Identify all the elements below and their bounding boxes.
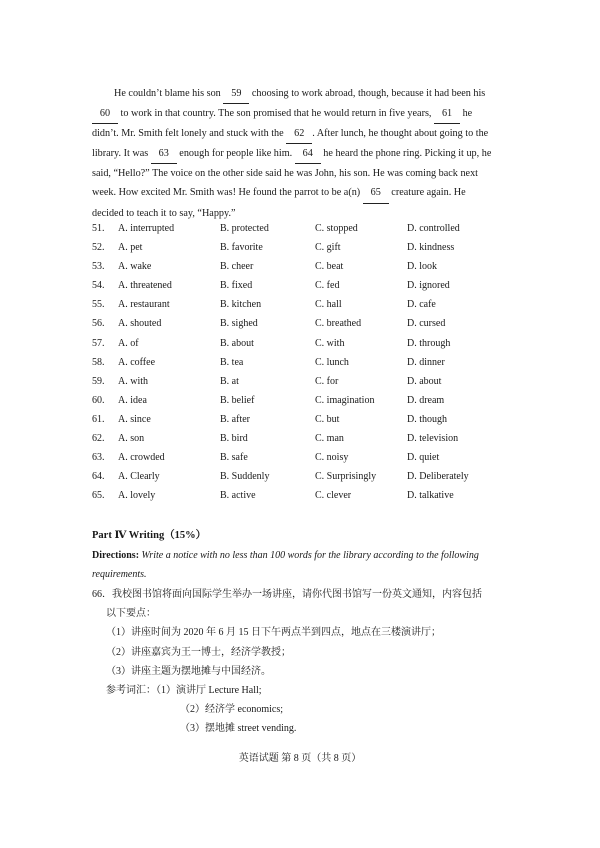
option-a: A. with — [118, 375, 148, 387]
option-a: A. of — [118, 337, 139, 349]
page-footer: 英语试题 第 8 页（共 8 页） — [238, 753, 362, 764]
passage-line: decided to teach it to say, “Happy.” — [92, 207, 236, 219]
question-number: 57. — [92, 337, 105, 349]
directions-text: requirements. — [92, 569, 147, 580]
option-d: D. controlled — [407, 223, 460, 234]
option-row — [92, 219, 512, 238]
blank-63: 63 — [151, 144, 177, 164]
q66-point: （3）讲座主题为摆地摊与中国经济。 — [106, 665, 271, 677]
q66-reference: （3）摆地摊 street vending. — [180, 723, 297, 735]
option-d: D. television — [407, 433, 459, 445]
question-number: 55. — [92, 299, 105, 311]
question-number: 56. — [92, 318, 105, 330]
option-row — [92, 467, 512, 486]
blank-60: 60 — [92, 104, 118, 124]
option-d: D. quiet — [407, 452, 440, 464]
option-row — [92, 353, 512, 372]
option-row — [92, 257, 512, 276]
passage-line: week. How excited Mr. Smith was! He found the parrot to be a(n) 65 creature again. He — [92, 183, 510, 203]
option-row — [92, 372, 512, 391]
option-row — [92, 238, 512, 257]
option-row — [92, 448, 512, 467]
option-c: C. fed — [315, 280, 340, 292]
question-number: 61. — [92, 413, 105, 425]
option-b: B. active — [220, 490, 256, 502]
q66-reference: 参考词汇：（1）演讲厅 Lecture Hall; — [106, 685, 262, 697]
option-c: C. lunch — [315, 356, 349, 368]
option-c: C. imagination — [315, 394, 375, 406]
option-a: A. since — [118, 413, 151, 425]
blank-65: 65 — [363, 183, 389, 203]
option-d: D. dream — [407, 394, 445, 406]
option-c: C. breathed — [315, 318, 362, 330]
option-c: C. noisy — [315, 452, 349, 464]
question-number: 62. — [92, 433, 105, 445]
option-a: A. crowded — [118, 452, 165, 464]
question-number: 54. — [92, 280, 105, 292]
option-b: B. sighed — [220, 318, 258, 330]
option-c: C. but — [315, 413, 340, 425]
option-row — [92, 276, 512, 295]
option-row — [92, 429, 512, 448]
passage-line: 60 to work in that country. The son promised that he would return in five years, 61 he — [92, 104, 510, 124]
option-c: C. for — [315, 375, 339, 387]
option-b: B. cheer — [220, 261, 254, 273]
writing-directions — [92, 546, 510, 584]
passage-line: didn’t. Mr. Smith felt lonely and stuck with the 62 . After lunch, he thought about going to the — [92, 124, 510, 144]
question-number: 64. — [92, 471, 105, 483]
option-b: B. tea — [220, 356, 244, 368]
option-b: B. protected — [220, 223, 269, 234]
blank-64: 64 — [295, 144, 321, 164]
option-b: B. fixed — [220, 280, 253, 292]
option-d: D. cursed — [407, 318, 446, 330]
question-number: 59. — [92, 375, 105, 387]
option-c: C. Surprisingly — [315, 471, 377, 483]
answer-options — [92, 219, 512, 505]
q66-prompt: 以下要点： — [106, 608, 156, 620]
question-number: 63. — [92, 452, 105, 464]
option-a: A. Clearly — [118, 471, 160, 483]
option-b: B. kitchen — [220, 299, 262, 311]
option-b: B. after — [220, 413, 250, 425]
option-a: A. shouted — [118, 318, 162, 330]
option-row — [92, 410, 512, 429]
option-b: B. belief — [220, 394, 255, 406]
question-number: 58. — [92, 356, 105, 368]
question-66 — [92, 585, 512, 739]
option-d: D. talkative — [407, 490, 454, 502]
option-a: A. wake — [118, 261, 152, 273]
option-d: D. look — [407, 261, 437, 273]
q66-point: （2）讲座嘉宾为王一博士，经济学教授； — [106, 646, 291, 658]
option-row — [92, 314, 512, 333]
blank-61: 61 — [434, 104, 460, 124]
option-a: A. pet — [118, 242, 143, 254]
option-b: B. bird — [220, 433, 248, 445]
question-number: 51. — [92, 223, 105, 234]
option-a: A. interrupted — [118, 223, 175, 234]
option-row — [92, 295, 512, 314]
q66-reference: （2）经济学 economics; — [180, 704, 284, 716]
q66-prompt: 66．我校图书馆将面向国际学生举办一场讲座，请你代图书馆写一份英文通知，内容包括 — [92, 589, 482, 600]
question-number: 60. — [92, 394, 105, 406]
option-a: A. coffee — [118, 356, 156, 368]
option-d: D. through — [407, 337, 451, 349]
passage-line: library. It was 63 enough for people like him. 64 he heard the phone ring. Picking it up, he — [92, 144, 510, 164]
option-c: C. man — [315, 433, 344, 445]
option-row — [92, 486, 512, 505]
directions-label: Directions: — [92, 550, 140, 561]
option-c: C. clever — [315, 490, 352, 502]
directions-text: Write a notice with no less than 100 words for the library according to the following — [141, 550, 479, 561]
option-c: C. hall — [315, 299, 342, 311]
option-d: D. cafe — [407, 299, 436, 311]
option-row — [92, 334, 512, 353]
option-row — [92, 391, 512, 410]
option-d: D. ignored — [407, 280, 450, 292]
question-number: 53. — [92, 261, 105, 273]
q66-point: （1）讲座时间为 2020 年 6 月 15 日下午两点半到四点，地点在三楼演讲厅； — [106, 627, 441, 639]
option-c: C. with — [315, 337, 345, 349]
blank-59: 59 — [223, 84, 249, 104]
passage-line: He couldn’t blame his son 59 choosing to work abroad, though, because it had been his — [92, 84, 510, 104]
option-c: C. gift — [315, 242, 341, 254]
option-b: B. about — [220, 337, 254, 349]
option-d: D. though — [407, 413, 447, 425]
option-a: A. son — [118, 433, 145, 445]
option-d: D. Deliberately — [407, 471, 469, 483]
option-a: A. idea — [118, 394, 147, 406]
cloze-passage — [92, 84, 510, 223]
option-a: A. threatened — [118, 280, 172, 292]
option-b: B. favorite — [220, 242, 263, 254]
option-d: D. dinner — [407, 356, 445, 368]
option-d: D. about — [407, 375, 442, 387]
blank-62: 62 — [286, 124, 312, 144]
option-a: A. restaurant — [118, 299, 170, 311]
question-number: 65. — [92, 490, 105, 502]
option-b: B. safe — [220, 452, 248, 464]
question-number: 52. — [92, 242, 105, 254]
option-b: B. at — [220, 375, 239, 387]
option-c: C. stopped — [315, 223, 358, 234]
option-c: C. beat — [315, 261, 344, 273]
option-b: B. Suddenly — [220, 471, 270, 483]
option-d: D. kindness — [407, 242, 455, 254]
option-a: A. lovely — [118, 490, 156, 502]
passage-line: said, “Hello?” The voice on the other side said he was John, his son. He was coming back next — [92, 168, 478, 180]
section-title: Part Ⅳ Writing（15%） — [92, 530, 207, 541]
